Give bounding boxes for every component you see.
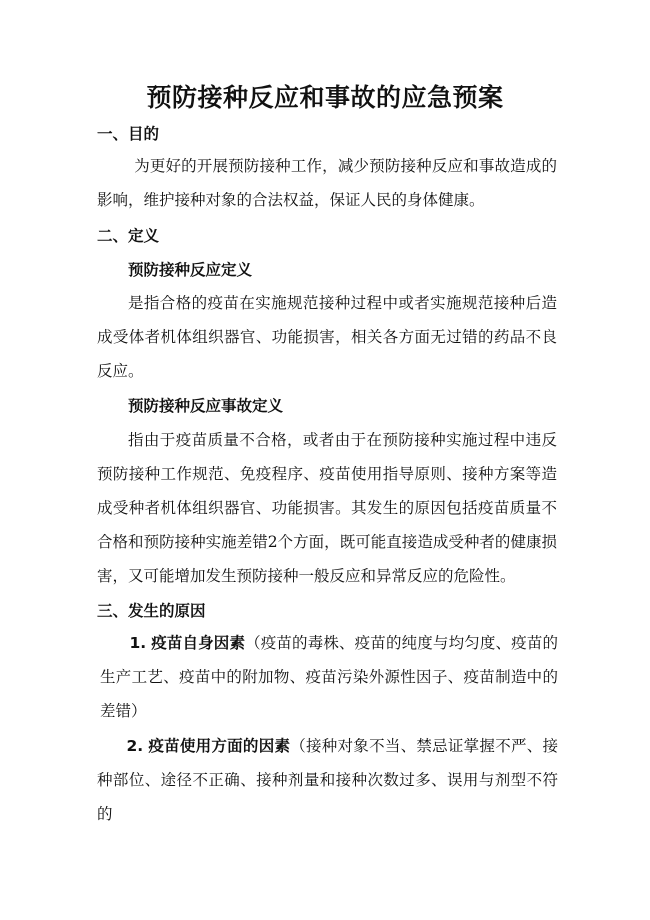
cause-item-1 [100, 626, 558, 728]
section-heading-causes: 三、发生的原因 [97, 602, 206, 620]
subheading-accident-definition: 预防接种反应事故定义 [128, 397, 284, 415]
cause-item-1-number: 1. [129, 634, 147, 652]
cause-item-2-text: （接种对象不当、禁忌证掌握不严、接种部位、途径不正确、接种剂量和接种次数过多、误用与剂型不符的 [97, 737, 558, 823]
section-heading-purpose: 一、目的 [97, 125, 160, 143]
subheading-reaction-definition: 预防接种反应定义 [128, 261, 253, 279]
cause-item-1-text: （疫苗的毒株、疫苗的纯度与均匀度、疫苗的生产工艺、疫苗中的附加物、疫苗污染外源性因子、疫苗制造中的差错） [100, 634, 558, 720]
cause-item-2-number: 2. [126, 737, 144, 755]
purpose-paragraph: 为更好的开展预防接种工作，减少预防接种反应和事故造成的影响，维护接种对象的合法权益，保证人民的身体健康。 [97, 157, 557, 209]
cause-item-2-lead: 疫苗使用方面的因素 [148, 737, 291, 755]
cause-item-1-lead: 疫苗自身因素 [151, 634, 246, 652]
accident-definition-paragraph: 指由于疫苗质量不合格，或者由于在预防接种实施过程中违反预防接种工作规范、免疫程序、疫苗使用指导原则、接种方案等造成受种者机体组织器官、功能损害。其发生的原因包括疫苗质量不合格和预防接种实施差错2个方面，既可能直接造成受种者的健康损害，又可能增加发生预防接种一般反应和异常反应的危险性。 [97, 431, 557, 585]
document-title: 预防接种反应和事故的应急预案 [146, 83, 504, 112]
section-heading-definition: 二、定义 [97, 227, 160, 245]
reaction-definition-paragraph: 是指合格的疫苗在实施规范接种过程中或者实施规范接种后造成受体者机体组织器官、功能损害，相关各方面无过错的药品不良反应。 [97, 294, 557, 380]
cause-item-2 [97, 729, 558, 831]
